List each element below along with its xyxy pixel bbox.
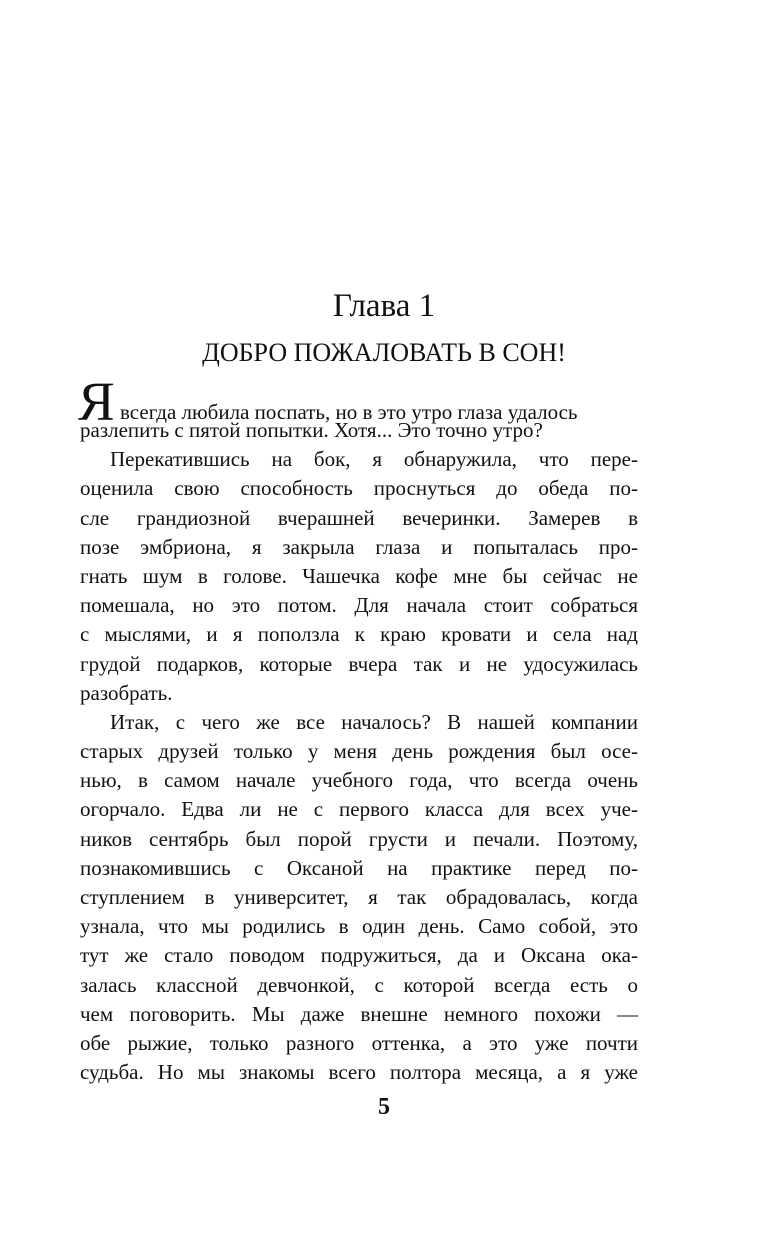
- text-line: познакомившись с Оксаной на практике перед по-: [80, 855, 638, 880]
- text-line: обе рыжие, только разного оттенка, а это уже почти: [80, 1030, 638, 1055]
- text-line: гнать шум в голове. Чашечка кофе мне бы сейчас не: [80, 563, 638, 588]
- page-number: 5: [378, 1094, 390, 1120]
- paragraph-3: [80, 708, 638, 1087]
- chapter-title: ДОБРО ПОЖАЛОВАТЬ В СОН!: [202, 338, 566, 367]
- text-line: сле грандиозной вчерашней вечеринки. Замерев в: [80, 505, 638, 530]
- text-line: помешала, но это потом. Для начала стоит собраться: [80, 593, 638, 618]
- chapter-number: Глава 1: [332, 288, 436, 324]
- text-line: огорчало. Едва ли не с первого класса для всех уче-: [80, 797, 638, 822]
- text-line: судьба. Но мы знакомы всего полтора месяца, а я уже: [80, 1060, 638, 1085]
- drop-cap: Я: [78, 371, 115, 432]
- text-line: чем поговорить. Мы даже внешне немного похожи —: [80, 1001, 638, 1026]
- text-line: всегда любила поспать, но в это утро глаза удалось: [120, 400, 578, 424]
- text-line: ступлением в университет, я так обрадовалась, когда: [80, 885, 638, 909]
- text-line: залась классной девчонкой, с которой всегда есть о: [80, 972, 638, 997]
- body-text: [78, 371, 638, 1087]
- text-line: узнала, что мы родились в один день. Само собой, это: [80, 914, 638, 939]
- text-line: Итак, с чего же все началось? В нашей компании: [110, 709, 638, 734]
- text-line: позе эмбриона, я закрыла глаза и попыталась про-: [80, 534, 638, 559]
- text-line: нью, в самом начале учебного года, что всегда очень: [80, 768, 638, 793]
- text-line: старых друзей только у меня день рождения был осе-: [80, 739, 638, 764]
- text-line: Перекатившись на бок, я обнаружила, что пере-: [110, 447, 638, 472]
- text-line: ников сентябрь был порой грусти и печали. Поэтому,: [80, 826, 638, 851]
- text-line: тут же стало поводом подружиться, да и Оксана ока-: [80, 943, 638, 968]
- text-line: разобрать.: [80, 680, 173, 705]
- text-line: разлепить с пятой попытки. Хотя... Это точно утро?: [80, 418, 543, 442]
- text-line: грудой подарков, которые вчера так и не удосужилась: [80, 651, 638, 676]
- text-line: с мыслями, и я поползла к краю кровати и села над: [80, 622, 638, 647]
- paragraph-2: [80, 445, 638, 708]
- text-line: оценила свою способность проснуться до обеда по-: [80, 476, 638, 501]
